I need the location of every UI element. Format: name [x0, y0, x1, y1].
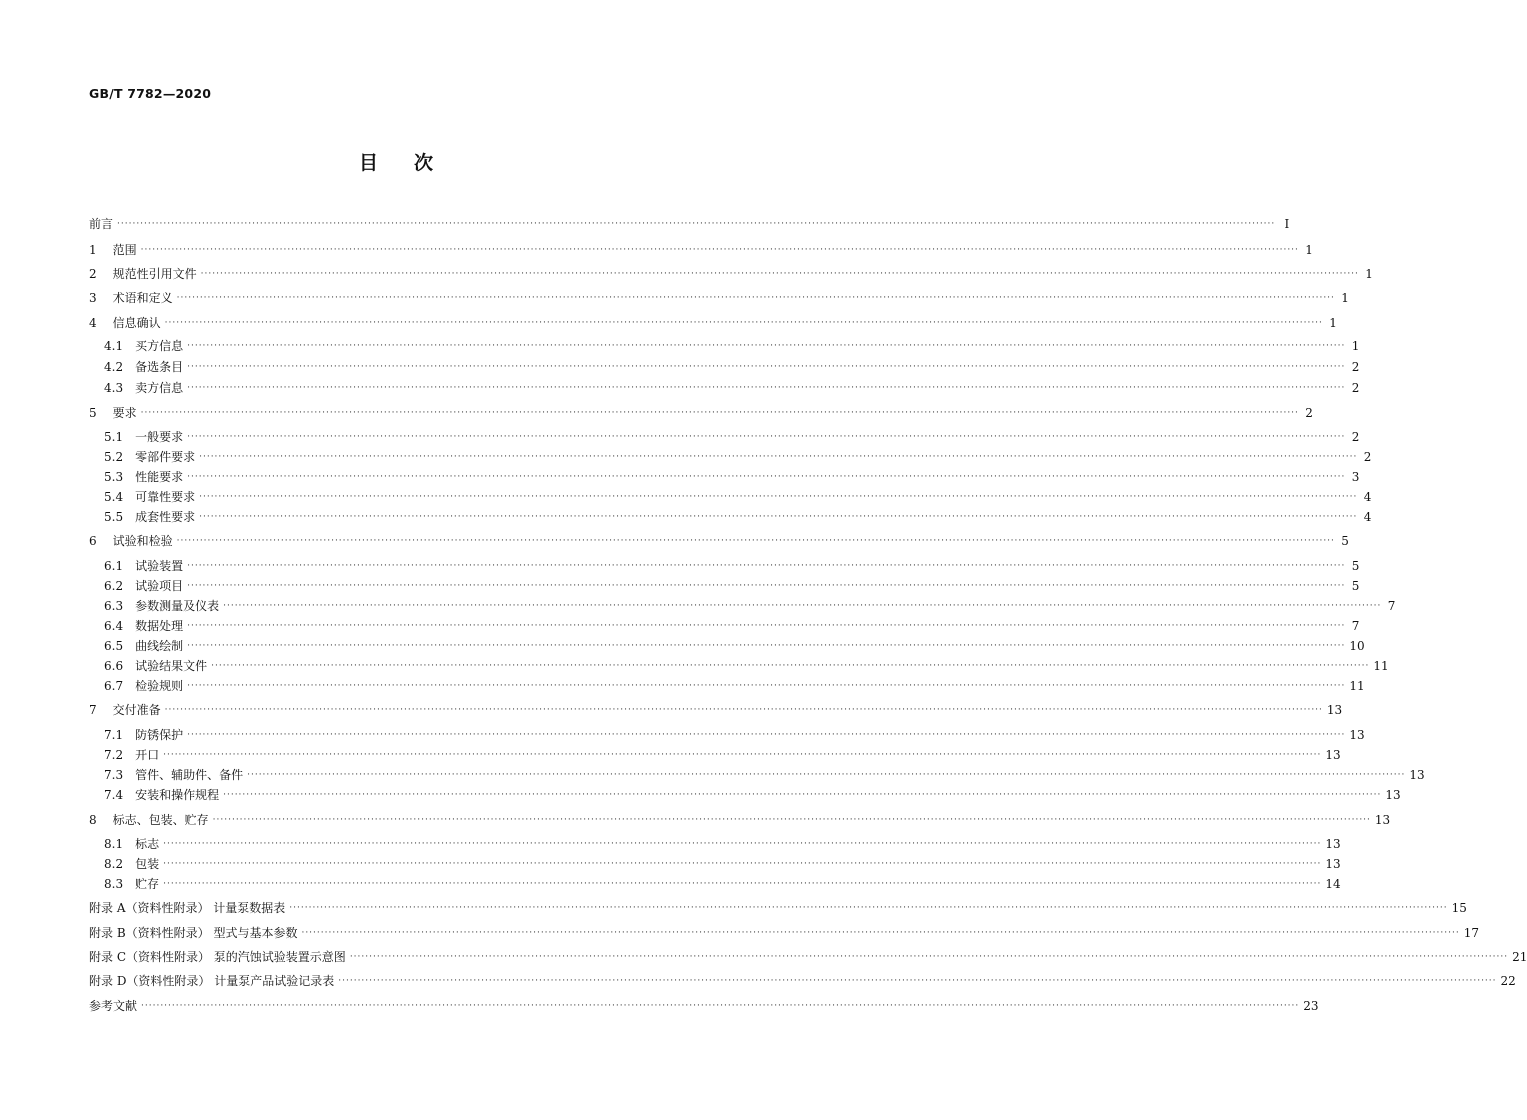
toc-entry[interactable] — [104, 507, 1372, 527]
toc-entry[interactable] — [104, 467, 1360, 487]
toc-entry[interactable] — [104, 576, 1360, 596]
toc-entry-page: 13 — [1385, 788, 1401, 802]
toc-entry-label: 成套性要求 — [135, 510, 196, 524]
toc-entry-number: 6.7 — [104, 679, 124, 693]
toc-entry-number: 4.1 — [104, 339, 124, 353]
toc-entry-page: 2 — [1305, 406, 1313, 420]
toc-entry[interactable] — [104, 834, 1341, 854]
toc-entry[interactable] — [89, 923, 1479, 943]
toc-entry[interactable] — [104, 447, 1372, 467]
toc-entry-page: 7 — [1351, 619, 1360, 633]
toc-entry-page: 23 — [1303, 999, 1319, 1013]
toc-entry[interactable] — [104, 725, 1365, 745]
toc-entry-page: 13 — [1325, 748, 1341, 762]
toc-entry-label: 术语和定义 — [112, 291, 173, 305]
toc-leader-dots: ············································································································································································································································································································ — [164, 705, 1323, 715]
toc-entry-page: 1 — [1365, 267, 1373, 281]
toc-entry[interactable] — [104, 336, 1360, 356]
toc-entry-number: 6.4 — [104, 619, 124, 633]
toc-entry-label: 买方信息 — [135, 339, 184, 353]
toc-entry-page: 4 — [1363, 490, 1372, 504]
toc-entry-label: 性能要求 — [135, 470, 184, 484]
toc-leader-dots: ············································································································································································································································································································ — [200, 269, 1359, 279]
toc-entry-number: 1 — [89, 243, 97, 257]
toc-entry-label: 交付准备 — [112, 703, 161, 717]
toc-entry-number: 7.3 — [104, 768, 124, 782]
toc-entry-label: 管件、辅助件、备件 — [135, 768, 244, 782]
toc-entry-number: 5.2 — [104, 450, 124, 464]
toc-leader-dots: ············································································································································································································································································································ — [199, 512, 1358, 522]
toc-entry-number: 6.3 — [104, 599, 124, 613]
toc-entry[interactable] — [89, 810, 1391, 830]
toc-entry[interactable] — [89, 288, 1349, 308]
toc-entry[interactable] — [104, 357, 1360, 377]
toc-entry[interactable] — [89, 313, 1337, 333]
toc-entry-page: 3 — [1351, 470, 1360, 484]
toc-leader-dots: ············································································································································································································································································································ — [187, 730, 1346, 740]
toc-entry-page: 10 — [1349, 639, 1365, 653]
toc-leader-dots: ············································································································································································································································································································ — [212, 815, 1371, 825]
toc-leader-dots: ············································································································································································································································································································ — [247, 770, 1406, 780]
toc-leader-dots: ············································································································································································································································································································ — [187, 641, 1346, 651]
toc-entry-page: 14 — [1325, 877, 1341, 891]
toc-entry-page: 11 — [1349, 679, 1365, 693]
toc-entry[interactable] — [104, 378, 1360, 398]
toc-leader-dots: ············································································································································································································································································································ — [187, 621, 1346, 631]
toc-entry-label: 安装和操作规程 — [135, 788, 220, 802]
toc-entry-label: 附录 D（资料性附录） 计量泵产品试验记录表 — [89, 974, 335, 988]
toc-entry-label: 试验结果文件 — [135, 659, 208, 673]
toc-entry-label: 试验项目 — [135, 579, 184, 593]
toc-entry-label: 规范性引用文件 — [112, 267, 197, 281]
toc-leader-dots: ············································································································································································································································································································ — [187, 362, 1346, 372]
toc-entry-page: 5 — [1351, 559, 1360, 573]
toc-entry[interactable] — [104, 874, 1341, 894]
toc-entry-page: 2 — [1363, 450, 1372, 464]
toc-entry[interactable] — [89, 264, 1373, 284]
toc-entry-page: 2 — [1351, 381, 1360, 395]
toc-entry-page: 5 — [1341, 534, 1349, 548]
toc-entry-number: 6.5 — [104, 639, 124, 653]
standard-code: GB/T 7782—2020 — [89, 86, 212, 101]
toc-entry-label: 防锈保护 — [135, 728, 184, 742]
toc-leader-dots: ············································································································································································································································································································ — [187, 432, 1346, 442]
toc-entry-label: 参考文献 — [89, 999, 138, 1013]
toc-entry-number: 3 — [89, 291, 97, 305]
toc-entry-label: 前言 — [89, 217, 114, 231]
toc-leader-dots: ············································································································································································································································································································ — [187, 341, 1346, 351]
toc-leader-dots: ············································································································································································································································································································ — [289, 903, 1448, 913]
toc-leader-dots: ············································································································································································································································································································ — [187, 561, 1346, 571]
toc-entry[interactable] — [89, 531, 1349, 551]
toc-entry[interactable] — [89, 700, 1343, 720]
toc-entry-label: 范围 — [112, 243, 137, 257]
toc-leader-dots: ············································································································································································································································································································ — [301, 928, 1460, 938]
toc-entry-label: 贮存 — [135, 877, 160, 891]
toc-entry-number: 5 — [89, 406, 97, 420]
toc-entry[interactable] — [89, 898, 1467, 918]
toc-entry-number: 7.4 — [104, 788, 124, 802]
toc-entry-label: 试验装置 — [135, 559, 184, 573]
toc-entry-page: 1 — [1329, 316, 1337, 330]
toc-entry-number: 6.2 — [104, 579, 124, 593]
toc-entry-page: 13 — [1325, 837, 1341, 851]
toc-leader-dots: ············································································································································································································································································································ — [187, 581, 1346, 591]
toc-leader-dots: ············································································································································································································································································································ — [141, 1001, 1300, 1011]
toc-entry-number: 6 — [89, 534, 97, 548]
toc-entry-number: 5.4 — [104, 490, 124, 504]
toc-leader-dots: ············································································································································································································································································································ — [199, 452, 1358, 462]
toc-entry[interactable] — [89, 214, 1290, 234]
toc-leader-dots: ············································································································································································································································································································ — [117, 219, 1276, 229]
toc-leader-dots: ············································································································································································································································································································ — [176, 293, 1335, 303]
toc-entry-label: 附录 B（资料性附录） 型式与基本参数 — [89, 926, 298, 940]
toc-entry-number: 7.2 — [104, 748, 124, 762]
toc-entry-page: 4 — [1363, 510, 1372, 524]
toc-leader-dots: ············································································································································································································································································································ — [211, 661, 1370, 671]
toc-entry[interactable] — [104, 785, 1401, 805]
toc-leader-dots: ············································································································································································································································································································ — [163, 859, 1322, 869]
toc-entry-number: 8.3 — [104, 877, 124, 891]
toc-entry[interactable] — [89, 996, 1319, 1016]
toc-entry-page: 2 — [1351, 430, 1360, 444]
toc-entry-page: 1 — [1351, 339, 1360, 353]
toc-entry-label: 曲线绘制 — [135, 639, 184, 653]
toc-entry-number: 7.1 — [104, 728, 124, 742]
toc-entry-number: 8 — [89, 813, 97, 827]
toc-leader-dots: ············································································································································································································································································································ — [349, 952, 1509, 962]
toc-leader-dots: ············································································································································································································································································································ — [176, 536, 1335, 546]
toc-entry[interactable] — [104, 656, 1389, 676]
toc-entry-label: 可靠性要求 — [135, 490, 196, 504]
toc-entry[interactable] — [104, 427, 1360, 447]
toc-leader-dots: ············································································································································································································································································································ — [163, 839, 1322, 849]
toc-entry-label: 零部件要求 — [135, 450, 196, 464]
toc-entry[interactable] — [89, 403, 1313, 423]
toc-entry-number: 2 — [89, 267, 97, 281]
toc-entry[interactable] — [104, 676, 1365, 696]
toc-entry-label: 标志、包装、贮存 — [112, 813, 209, 827]
toc-entry-label: 卖方信息 — [135, 381, 184, 395]
toc-entry-page: 11 — [1373, 659, 1389, 673]
toc-leader-dots: ············································································································································································································································································································ — [187, 681, 1346, 691]
toc-leader-dots: ············································································································································································································································································································ — [338, 976, 1497, 986]
toc-entry-page: 15 — [1451, 901, 1467, 915]
toc-entry-label: 附录 A（资料性附录） 计量泵数据表 — [89, 901, 286, 915]
toc-entry-number: 6.6 — [104, 659, 124, 673]
toc-entry-page: 13 — [1374, 813, 1391, 827]
toc-entry[interactable] — [104, 556, 1360, 576]
toc-entry-number: 7 — [89, 703, 97, 717]
toc-entry-page: 13 — [1349, 728, 1365, 742]
toc-entry-page: 2 — [1351, 360, 1360, 374]
toc-entry-number: 5.5 — [104, 510, 124, 524]
page-title: 目次 — [358, 152, 469, 174]
toc-entry-page: 1 — [1341, 291, 1349, 305]
toc-entry-number: 6.1 — [104, 559, 124, 573]
toc-leader-dots: ············································································································································································································································································································ — [187, 383, 1346, 393]
toc-entry-number: 8.2 — [104, 857, 124, 871]
toc-leader-dots: ············································································································································································································································································································ — [140, 408, 1299, 418]
toc-entry-label: 备选条目 — [135, 360, 184, 374]
toc-entry-number: 4 — [89, 316, 97, 330]
toc-leader-dots: ············································································································································································································································································································ — [187, 472, 1346, 482]
toc-leader-dots: ············································································································································································································································································································ — [140, 245, 1299, 255]
toc-entry-page: 17 — [1463, 926, 1479, 940]
toc-entry-page: 22 — [1500, 974, 1516, 988]
toc-entry-number: 8.1 — [104, 837, 124, 851]
toc-entry-page: 21 — [1512, 950, 1527, 964]
toc-entry-label: 要求 — [112, 406, 137, 420]
toc-entry-number: 5.3 — [104, 470, 124, 484]
toc-entry[interactable] — [104, 636, 1365, 656]
toc-entry-label: 附录 C（资料性附录） 泵的汽蚀试验装置示意图 — [89, 950, 346, 964]
toc-entry-page: 13 — [1326, 703, 1343, 717]
toc-entry-page: 13 — [1325, 857, 1341, 871]
toc-entry-label: 开口 — [135, 748, 160, 762]
toc-entry[interactable] — [104, 765, 1425, 785]
toc-leader-dots: ············································································································································································································································································································ — [163, 879, 1322, 889]
toc-entry[interactable] — [104, 487, 1372, 507]
toc-entry[interactable] — [104, 854, 1341, 874]
toc-entry[interactable] — [89, 240, 1313, 260]
toc-entry-page: Ⅰ — [1284, 217, 1290, 231]
toc-entry-label: 一般要求 — [135, 430, 184, 444]
toc-entry-label: 试验和检验 — [112, 534, 173, 548]
toc-leader-dots: ············································································································································································································································································································ — [163, 750, 1322, 760]
toc-entry-label: 检验规则 — [135, 679, 184, 693]
toc-entry[interactable] — [104, 596, 1396, 616]
toc-entry[interactable] — [104, 616, 1360, 636]
toc-leader-dots: ············································································································································································································································································································ — [199, 492, 1358, 502]
toc-entry-label: 参数测量及仪表 — [135, 599, 220, 613]
toc-entry-label: 数据处理 — [135, 619, 184, 633]
toc-leader-dots: ············································································································································································································································································································ — [164, 318, 1323, 328]
toc-entry-label: 包装 — [135, 857, 160, 871]
toc-entry[interactable] — [104, 745, 1341, 765]
toc-entry-page: 1 — [1305, 243, 1313, 257]
toc-entry-number: 4.2 — [104, 360, 124, 374]
toc-entry[interactable] — [89, 971, 1516, 991]
toc-entry-page: 7 — [1387, 599, 1396, 613]
toc-entry-page: 5 — [1351, 579, 1360, 593]
toc-entry-page: 13 — [1409, 768, 1425, 782]
toc-leader-dots: ············································································································································································································································································································ — [223, 601, 1382, 611]
toc-entry[interactable] — [89, 947, 1527, 967]
toc-entry-label: 信息确认 — [112, 316, 161, 330]
toc-entry-number: 4.3 — [104, 381, 124, 395]
toc-entry-number: 5.1 — [104, 430, 124, 444]
toc-entry-label: 标志 — [135, 837, 160, 851]
toc-leader-dots: ············································································································································································································································································································ — [223, 790, 1382, 800]
